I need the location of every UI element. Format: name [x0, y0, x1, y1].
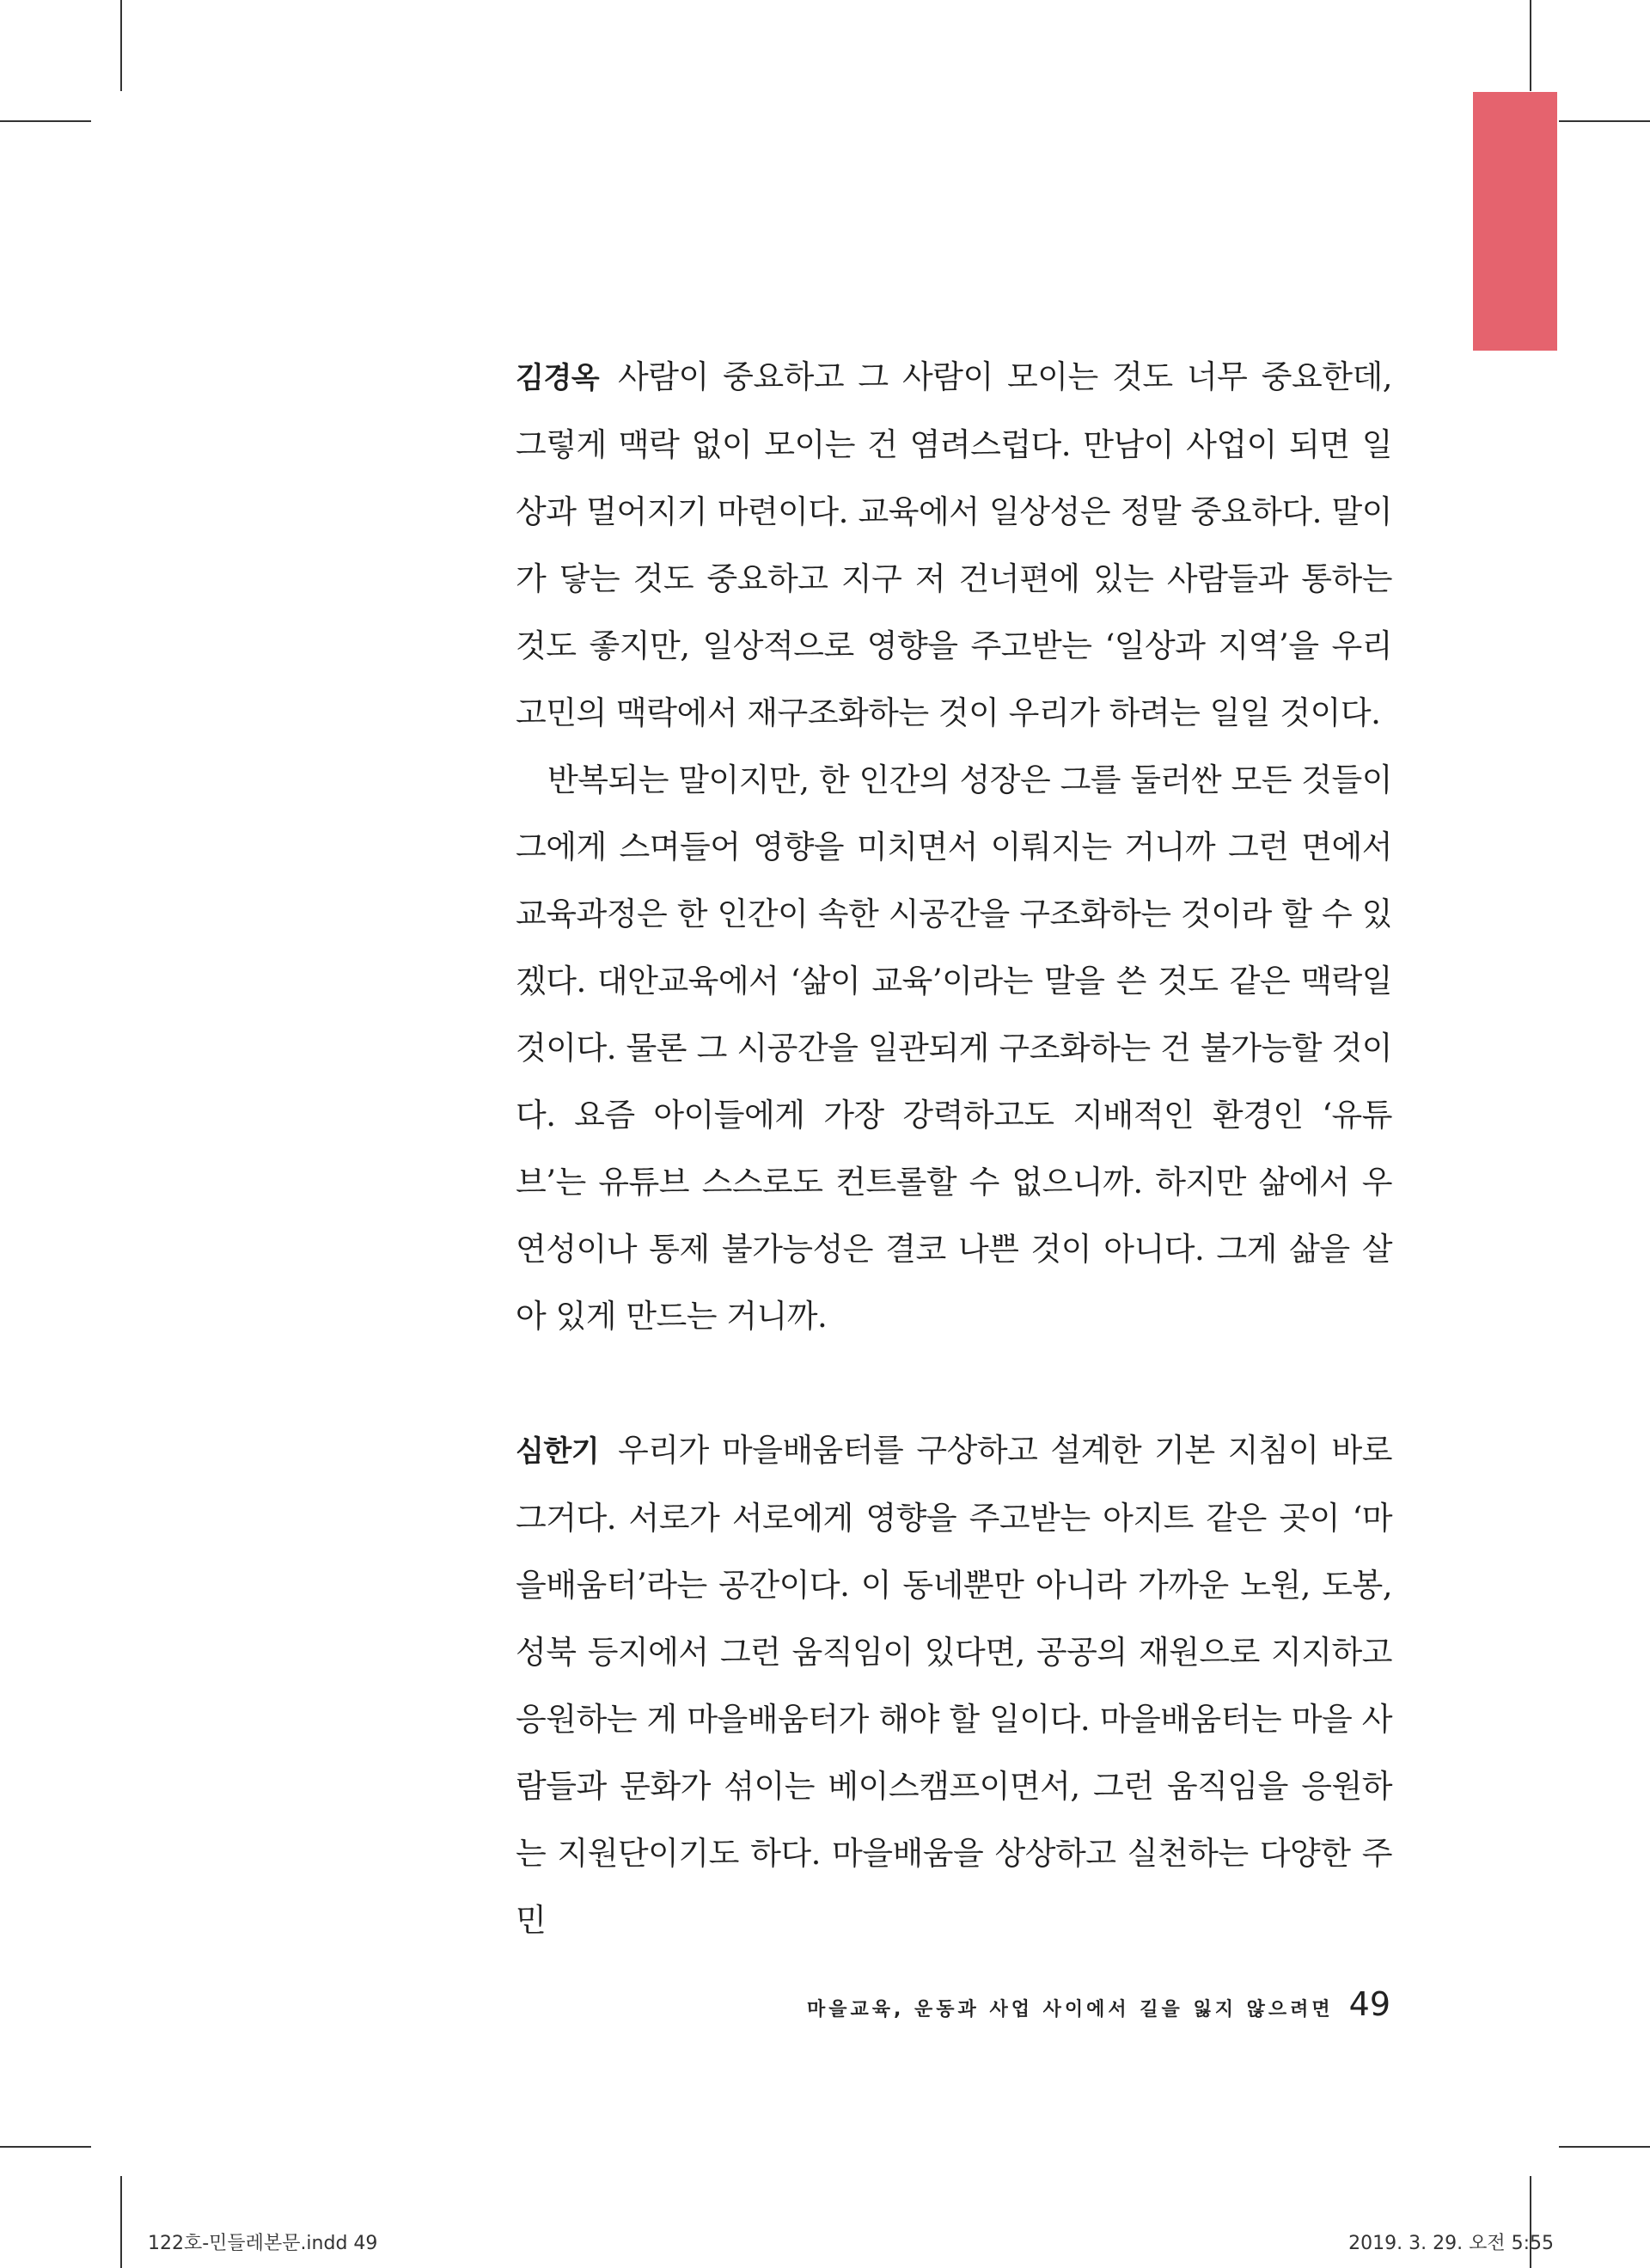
page-number: 49 [1348, 1985, 1390, 2023]
speaker-name: 심한기 [516, 1434, 600, 1469]
crop-mark-bottom-left-horizontal [0, 2146, 91, 2148]
crop-mark-bottom-right-horizontal [1559, 2146, 1650, 2148]
article-body [516, 344, 1392, 1954]
dialogue-paragraph [516, 344, 1392, 747]
crop-mark-top-right-horizontal [1559, 120, 1650, 122]
crop-mark-top-left-vertical [120, 0, 122, 91]
dialogue-paragraph [516, 1417, 1392, 1954]
section-color-tab [1473, 92, 1557, 351]
running-footer [807, 1985, 1390, 2023]
crop-mark-top-left-horizontal [0, 120, 91, 122]
crop-mark-top-right-vertical [1530, 0, 1531, 91]
crop-mark-bottom-left-vertical [120, 2176, 122, 2268]
slug-datetime: 2019. 3. 29. 오전 5:55 [1348, 2233, 1554, 2254]
paragraph-text: 사람이 중요하고 그 사람이 모이는 것도 너무 중요한데, 그렇게 맥락 없이 모이는 건 염려스럽다. 만남이 사업이 되면 일상과 멀어지기 마련이다. 교육에서 일상성은 정말 중요하다. 말이 가 닿는 것도 중요하고 지구 저 건너편에 있는 사람들과 통하는 것도 좋지만, 일상적으로 영향을 주고받는 ‘일상과 지역’을 우리 고민의 맥락에서 재구조화하는 것이 우리가 하려는 일일 것이다. [516, 358, 1392, 731]
running-title: 마을교육, 운동과 사업 사이에서 길을 잃지 않으려면 [807, 1999, 1334, 2020]
paragraph-text: 우리가 마을배움터를 구상하고 설계한 기본 지침이 바로 그거다. 서로가 서로에게 영향을 주고받는 아지트 같은 곳이 ‘마을배움터’라는 공간이다. 이 동네뿐만 아니라 가까운 노원, 도봉, 성북 등지에서 그런 움직임이 있다면, 공공의 재원으로 지지하고 응원하는 게 마을배움터가 해야 할 일이다. 마을배움터는 마을 사람들과 문화가 섞이는 베이스캠프이면서, 그런 움직임을 응원하는 지원단이기도 하다. 마을배움을 상상하고 실천하는 다양한 주민 [516, 1432, 1392, 1939]
dialogue-paragraph [516, 747, 1392, 1350]
slug-filename: 122호-민들레본문.indd 49 [148, 2233, 378, 2254]
paragraph-spacer [516, 1350, 1392, 1417]
speaker-name: 김경옥 [516, 361, 600, 395]
paragraph-text: 반복되는 말이지만, 한 인간의 성장은 그를 둘러싼 모든 것들이 그에게 스며들어 영향을 미치면서 이뤄지는 거니까 그런 면에서 교육과정은 한 인간이 속한 시공간을 구조화하는 것이라 할 수 있겠다. 대안교육에서 ‘삶이 교육’이라는 말을 쓴 것도 같은 맥락일 것이다. 물론 그 시공간을 일관되게 구조화하는 건 불가능할 것이다. 요즘 아이들에게 가장 강력하고도 지배적인 환경인 ‘유튜브’는 유튜브 스스로도 컨트롤할 수 없으니까. 하지만 삶에서 우연성이나 통제 불가능성은 결코 나쁜 것이 아니다. 그게 삶을 살아 있게 만드는 거니까. [516, 761, 1392, 1335]
